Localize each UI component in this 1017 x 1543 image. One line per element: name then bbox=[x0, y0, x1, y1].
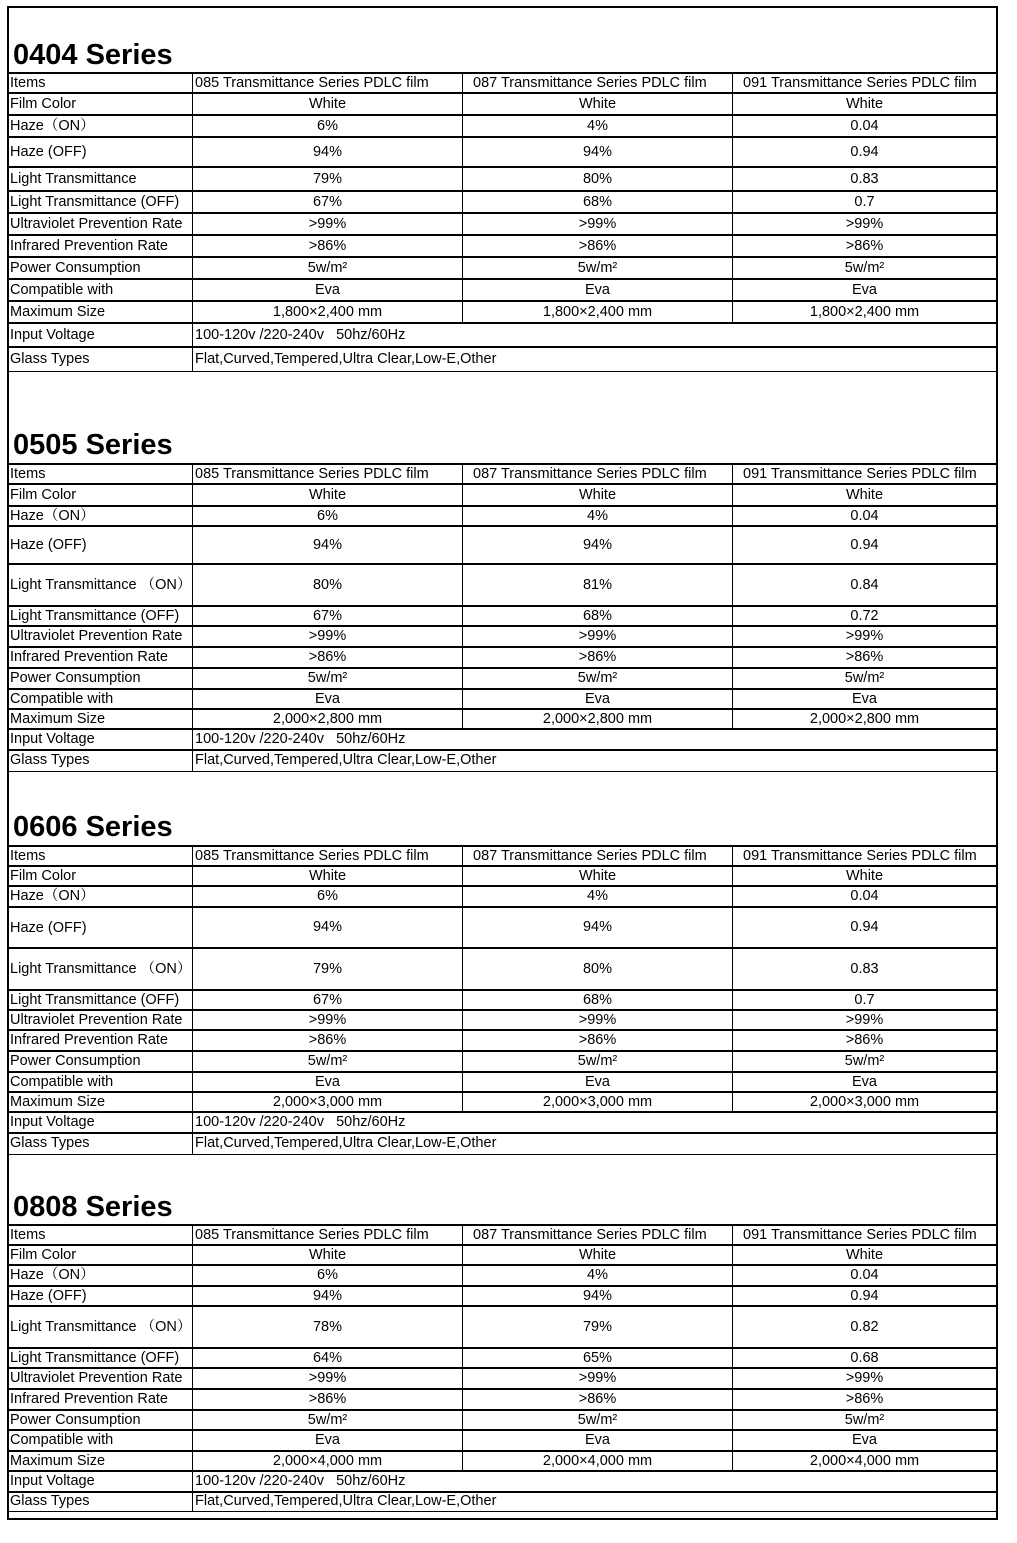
table-cell: Eva bbox=[463, 1430, 733, 1451]
row-label: Input Voltage bbox=[8, 1471, 193, 1492]
table-row bbox=[8, 668, 997, 689]
table-cell: >99% bbox=[733, 1368, 997, 1389]
table-cell: Eva bbox=[733, 279, 997, 301]
table-cell: 1,800×2,400 mm bbox=[733, 301, 997, 323]
table-row bbox=[8, 1133, 997, 1154]
spec-table bbox=[7, 845, 997, 1155]
row-label: Light Transmittance (OFF) bbox=[8, 1348, 193, 1368]
table-cell: 0.83 bbox=[733, 167, 997, 191]
table-row bbox=[8, 137, 997, 167]
table-cell: 94% bbox=[463, 907, 733, 948]
series-title: 0808 Series bbox=[13, 1191, 173, 1223]
row-label: Maximum Size bbox=[8, 301, 193, 323]
table-cell: 5w/m² bbox=[463, 1410, 733, 1430]
table-cell: 5w/m² bbox=[733, 257, 997, 279]
table-row bbox=[8, 1072, 997, 1092]
table-cell: 6% bbox=[193, 886, 463, 907]
table-cell: 65% bbox=[463, 1348, 733, 1368]
table-cell: 5w/m² bbox=[733, 668, 997, 689]
table-cell: Eva bbox=[463, 1072, 733, 1092]
row-label: Power Consumption bbox=[8, 257, 193, 279]
table-cell: 0.04 bbox=[733, 115, 997, 137]
series-title: 0606 Series bbox=[13, 811, 173, 843]
table-row bbox=[8, 1368, 997, 1389]
row-label: Ultraviolet Prevention Rate bbox=[8, 626, 193, 647]
table-row bbox=[8, 506, 997, 526]
table-cell: 94% bbox=[193, 526, 463, 564]
row-label: Film Color bbox=[8, 93, 193, 115]
table-cell: 5w/m² bbox=[193, 1051, 463, 1072]
row-label: Glass Types bbox=[8, 1492, 193, 1511]
column-header-product: 091 Transmittance Series PDLC film bbox=[733, 1225, 997, 1245]
table-cell: 68% bbox=[463, 606, 733, 626]
table-cell: >86% bbox=[193, 235, 463, 257]
table-cell: 64% bbox=[193, 1348, 463, 1368]
table-row bbox=[8, 886, 997, 907]
table-cell: 2,000×2,800 mm bbox=[193, 709, 463, 729]
spec-sheet bbox=[7, 6, 998, 1520]
table-row bbox=[8, 1265, 997, 1286]
row-label: Film Color bbox=[8, 1245, 193, 1265]
table-row bbox=[8, 1451, 997, 1471]
table-cell: 0.7 bbox=[733, 191, 997, 213]
table-cell-span: Flat,Curved,Tempered,Ultra Clear,Low-E,Other bbox=[193, 1492, 997, 1511]
table-row bbox=[8, 1051, 997, 1072]
table-row bbox=[8, 93, 997, 115]
row-label: Maximum Size bbox=[8, 709, 193, 729]
row-label: Film Color bbox=[8, 484, 193, 506]
table-cell: 6% bbox=[193, 1265, 463, 1286]
table-cell: 4% bbox=[463, 886, 733, 907]
table-cell: 2,000×2,800 mm bbox=[733, 709, 997, 729]
table-cell: 79% bbox=[193, 167, 463, 191]
table-row bbox=[8, 526, 997, 564]
table-cell: 79% bbox=[463, 1306, 733, 1348]
table-row bbox=[8, 279, 997, 301]
table-cell: 0.04 bbox=[733, 886, 997, 907]
table-cell: 0.04 bbox=[733, 1265, 997, 1286]
table-cell: 0.82 bbox=[733, 1306, 997, 1348]
row-label: Light Transmittance bbox=[8, 167, 193, 191]
table-cell: White bbox=[193, 484, 463, 506]
table-cell: >99% bbox=[463, 213, 733, 235]
row-label: Light Transmittance （ON） bbox=[8, 1306, 193, 1348]
table-row bbox=[8, 301, 997, 323]
table-cell: 5w/m² bbox=[463, 668, 733, 689]
table-cell: Eva bbox=[733, 689, 997, 709]
row-label: Compatible with bbox=[8, 689, 193, 709]
table-cell: >86% bbox=[733, 235, 997, 257]
row-label: Maximum Size bbox=[8, 1451, 193, 1471]
table-cell: 4% bbox=[463, 1265, 733, 1286]
table-cell: >86% bbox=[463, 1389, 733, 1410]
table-cell: White bbox=[733, 1245, 997, 1265]
table-cell: >99% bbox=[193, 1368, 463, 1389]
table-row bbox=[8, 257, 997, 279]
table-cell: 5w/m² bbox=[733, 1410, 997, 1430]
row-label: Power Consumption bbox=[8, 668, 193, 689]
row-label: Compatible with bbox=[8, 279, 193, 301]
table-cell: 67% bbox=[193, 990, 463, 1010]
row-label: Compatible with bbox=[8, 1072, 193, 1092]
table-cell: White bbox=[733, 93, 997, 115]
table-cell: 68% bbox=[463, 191, 733, 213]
column-header-product: 087 Transmittance Series PDLC film bbox=[463, 1225, 733, 1245]
table-cell: 79% bbox=[193, 948, 463, 990]
table-cell: Eva bbox=[193, 279, 463, 301]
table-row bbox=[8, 1245, 997, 1265]
table-cell: 2,000×4,000 mm bbox=[463, 1451, 733, 1471]
table-row bbox=[8, 347, 997, 371]
row-label: Haze (OFF) bbox=[8, 526, 193, 564]
table-row bbox=[8, 626, 997, 647]
table-row bbox=[8, 907, 997, 948]
table-cell: 5w/m² bbox=[463, 257, 733, 279]
column-header-product: 085 Transmittance Series PDLC film bbox=[193, 73, 463, 93]
table-cell: 80% bbox=[463, 948, 733, 990]
column-header-product: 091 Transmittance Series PDLC film bbox=[733, 73, 997, 93]
spec-table bbox=[7, 463, 997, 772]
table-cell: Eva bbox=[193, 1430, 463, 1451]
table-cell: 2,000×4,000 mm bbox=[193, 1451, 463, 1471]
table-cell: 94% bbox=[463, 526, 733, 564]
table-cell: White bbox=[733, 484, 997, 506]
table-header-row bbox=[8, 464, 997, 484]
row-label: Ultraviolet Prevention Rate bbox=[8, 1010, 193, 1030]
table-cell: >99% bbox=[463, 1368, 733, 1389]
table-cell: >99% bbox=[193, 626, 463, 647]
table-cell: 2,000×3,000 mm bbox=[193, 1092, 463, 1112]
row-label: Haze (OFF) bbox=[8, 1286, 193, 1306]
table-row bbox=[8, 729, 997, 750]
table-cell: 0.94 bbox=[733, 137, 997, 167]
row-label: Compatible with bbox=[8, 1430, 193, 1451]
table-cell: 0.94 bbox=[733, 1286, 997, 1306]
series-title: 0505 Series bbox=[13, 429, 173, 461]
table-cell: 5w/m² bbox=[193, 668, 463, 689]
row-label: Light Transmittance (OFF) bbox=[8, 606, 193, 626]
row-label: Ultraviolet Prevention Rate bbox=[8, 1368, 193, 1389]
table-cell: >86% bbox=[733, 1030, 997, 1051]
table-cell: >99% bbox=[193, 1010, 463, 1030]
table-cell-span: 100-120v /220-240v 50hz/60Hz bbox=[193, 323, 997, 347]
table-row bbox=[8, 990, 997, 1010]
table-cell: 1,800×2,400 mm bbox=[463, 301, 733, 323]
row-label: Light Transmittance （ON） bbox=[8, 948, 193, 990]
row-label: Haze（ON） bbox=[8, 115, 193, 137]
table-cell: White bbox=[463, 1245, 733, 1265]
table-row bbox=[8, 1030, 997, 1051]
table-cell: 67% bbox=[193, 606, 463, 626]
row-label: Glass Types bbox=[8, 750, 193, 771]
table-row bbox=[8, 709, 997, 729]
column-header-items: Items bbox=[8, 846, 193, 866]
table-cell-span: 100-120v /220-240v 50hz/60Hz bbox=[193, 1112, 997, 1133]
table-cell: 4% bbox=[463, 506, 733, 526]
table-cell: 5w/m² bbox=[463, 1051, 733, 1072]
table-cell: 5w/m² bbox=[733, 1051, 997, 1072]
row-label: Haze (OFF) bbox=[8, 137, 193, 167]
table-cell-span: Flat,Curved,Tempered,Ultra Clear,Low-E,Other bbox=[193, 750, 997, 771]
table-cell: >86% bbox=[193, 1030, 463, 1051]
table-cell: 94% bbox=[463, 137, 733, 167]
table-row bbox=[8, 750, 997, 771]
table-cell: 81% bbox=[463, 564, 733, 606]
table-cell: White bbox=[463, 93, 733, 115]
table-cell: >86% bbox=[193, 647, 463, 668]
table-cell: 94% bbox=[463, 1286, 733, 1306]
row-label: Light Transmittance (OFF) bbox=[8, 990, 193, 1010]
column-header-product: 085 Transmittance Series PDLC film bbox=[193, 846, 463, 866]
table-cell: 68% bbox=[463, 990, 733, 1010]
table-row bbox=[8, 115, 997, 137]
table-row bbox=[8, 1430, 997, 1451]
row-label: Power Consumption bbox=[8, 1410, 193, 1430]
table-cell: >99% bbox=[463, 1010, 733, 1030]
table-row bbox=[8, 948, 997, 990]
table-cell: 80% bbox=[193, 564, 463, 606]
table-cell: White bbox=[733, 866, 997, 886]
row-label: Infrared Prevention Rate bbox=[8, 647, 193, 668]
table-cell: >99% bbox=[733, 1010, 997, 1030]
table-row bbox=[8, 564, 997, 606]
table-cell-span: 100-120v /220-240v 50hz/60Hz bbox=[193, 729, 997, 750]
table-cell: 2,000×4,000 mm bbox=[733, 1451, 997, 1471]
table-row bbox=[8, 213, 997, 235]
table-cell: 0.72 bbox=[733, 606, 997, 626]
series-title: 0404 Series bbox=[13, 39, 173, 71]
table-row bbox=[8, 647, 997, 668]
table-cell: >86% bbox=[733, 647, 997, 668]
table-row bbox=[8, 689, 997, 709]
table-row bbox=[8, 323, 997, 347]
table-row bbox=[8, 1112, 997, 1133]
table-cell: 0.83 bbox=[733, 948, 997, 990]
row-label: Haze（ON） bbox=[8, 886, 193, 907]
table-cell-span: 100-120v /220-240v 50hz/60Hz bbox=[193, 1471, 997, 1492]
column-header-product: 087 Transmittance Series PDLC film bbox=[463, 846, 733, 866]
table-cell-span: Flat,Curved,Tempered,Ultra Clear,Low-E,Other bbox=[193, 1133, 997, 1154]
row-label: Film Color bbox=[8, 866, 193, 886]
table-cell: 67% bbox=[193, 191, 463, 213]
table-row bbox=[8, 1286, 997, 1306]
table-cell: >86% bbox=[463, 235, 733, 257]
table-cell: 0.94 bbox=[733, 907, 997, 948]
table-cell: >86% bbox=[733, 1389, 997, 1410]
table-cell: White bbox=[193, 866, 463, 886]
row-label: Light Transmittance （ON） bbox=[8, 564, 193, 606]
column-header-items: Items bbox=[8, 73, 193, 93]
column-header-product: 087 Transmittance Series PDLC film bbox=[463, 464, 733, 484]
spec-table bbox=[7, 1224, 997, 1512]
row-label: Input Voltage bbox=[8, 1112, 193, 1133]
row-label: Input Voltage bbox=[8, 729, 193, 750]
table-cell: Eva bbox=[733, 1072, 997, 1092]
table-row bbox=[8, 191, 997, 213]
table-cell: Eva bbox=[463, 279, 733, 301]
table-cell: >99% bbox=[733, 213, 997, 235]
table-cell: >86% bbox=[463, 647, 733, 668]
table-cell: >99% bbox=[193, 213, 463, 235]
table-cell: 6% bbox=[193, 115, 463, 137]
table-cell: Eva bbox=[733, 1430, 997, 1451]
spec-table bbox=[7, 72, 997, 372]
table-cell: >86% bbox=[463, 1030, 733, 1051]
table-cell: 5w/m² bbox=[193, 257, 463, 279]
row-label: Glass Types bbox=[8, 347, 193, 371]
table-cell: 0.04 bbox=[733, 506, 997, 526]
table-row bbox=[8, 167, 997, 191]
table-row bbox=[8, 1306, 997, 1348]
column-header-product: 091 Transmittance Series PDLC film bbox=[733, 464, 997, 484]
column-header-product: 085 Transmittance Series PDLC film bbox=[193, 464, 463, 484]
row-label: Input Voltage bbox=[8, 323, 193, 347]
row-label: Infrared Prevention Rate bbox=[8, 1389, 193, 1410]
table-cell: 2,000×3,000 mm bbox=[463, 1092, 733, 1112]
table-row bbox=[8, 235, 997, 257]
table-cell: White bbox=[193, 1245, 463, 1265]
table-header-row bbox=[8, 1225, 997, 1245]
column-header-product: 087 Transmittance Series PDLC film bbox=[463, 73, 733, 93]
table-cell: White bbox=[463, 866, 733, 886]
column-header-items: Items bbox=[8, 464, 193, 484]
table-row bbox=[8, 484, 997, 506]
table-row bbox=[8, 866, 997, 886]
table-cell: 6% bbox=[193, 506, 463, 526]
row-label: Haze（ON） bbox=[8, 506, 193, 526]
table-cell: 5w/m² bbox=[193, 1410, 463, 1430]
table-cell: Eva bbox=[463, 689, 733, 709]
table-cell: >99% bbox=[733, 626, 997, 647]
table-row bbox=[8, 1492, 997, 1511]
table-row bbox=[8, 1348, 997, 1368]
table-row bbox=[8, 1389, 997, 1410]
table-cell: >99% bbox=[463, 626, 733, 647]
row-label: Haze (OFF) bbox=[8, 907, 193, 948]
column-header-product: 091 Transmittance Series PDLC film bbox=[733, 846, 997, 866]
row-label: Infrared Prevention Rate bbox=[8, 235, 193, 257]
table-cell: 94% bbox=[193, 1286, 463, 1306]
column-header-items: Items bbox=[8, 1225, 193, 1245]
table-cell: 0.68 bbox=[733, 1348, 997, 1368]
table-row bbox=[8, 1092, 997, 1112]
table-cell: 2,000×2,800 mm bbox=[463, 709, 733, 729]
table-cell: 94% bbox=[193, 137, 463, 167]
table-cell: Eva bbox=[193, 1072, 463, 1092]
table-cell: Eva bbox=[193, 689, 463, 709]
table-row bbox=[8, 1410, 997, 1430]
table-row bbox=[8, 1471, 997, 1492]
column-header-product: 085 Transmittance Series PDLC film bbox=[193, 1225, 463, 1245]
table-row bbox=[8, 606, 997, 626]
table-cell: 0.84 bbox=[733, 564, 997, 606]
table-header-row bbox=[8, 846, 997, 866]
row-label: Light Transmittance (OFF) bbox=[8, 191, 193, 213]
row-label: Ultraviolet Prevention Rate bbox=[8, 213, 193, 235]
table-cell: 0.94 bbox=[733, 526, 997, 564]
row-label: Infrared Prevention Rate bbox=[8, 1030, 193, 1051]
table-cell: White bbox=[463, 484, 733, 506]
table-cell: 94% bbox=[193, 907, 463, 948]
row-label: Haze（ON） bbox=[8, 1265, 193, 1286]
table-cell: 78% bbox=[193, 1306, 463, 1348]
row-label: Maximum Size bbox=[8, 1092, 193, 1112]
table-header-row bbox=[8, 73, 997, 93]
table-cell: 4% bbox=[463, 115, 733, 137]
row-label: Power Consumption bbox=[8, 1051, 193, 1072]
table-cell: White bbox=[193, 93, 463, 115]
table-cell-span: Flat,Curved,Tempered,Ultra Clear,Low-E,Other bbox=[193, 347, 997, 371]
table-cell: 80% bbox=[463, 167, 733, 191]
table-cell: >86% bbox=[193, 1389, 463, 1410]
table-cell: 1,800×2,400 mm bbox=[193, 301, 463, 323]
table-cell: 0.7 bbox=[733, 990, 997, 1010]
table-cell: 2,000×3,000 mm bbox=[733, 1092, 997, 1112]
table-row bbox=[8, 1010, 997, 1030]
row-label: Glass Types bbox=[8, 1133, 193, 1154]
